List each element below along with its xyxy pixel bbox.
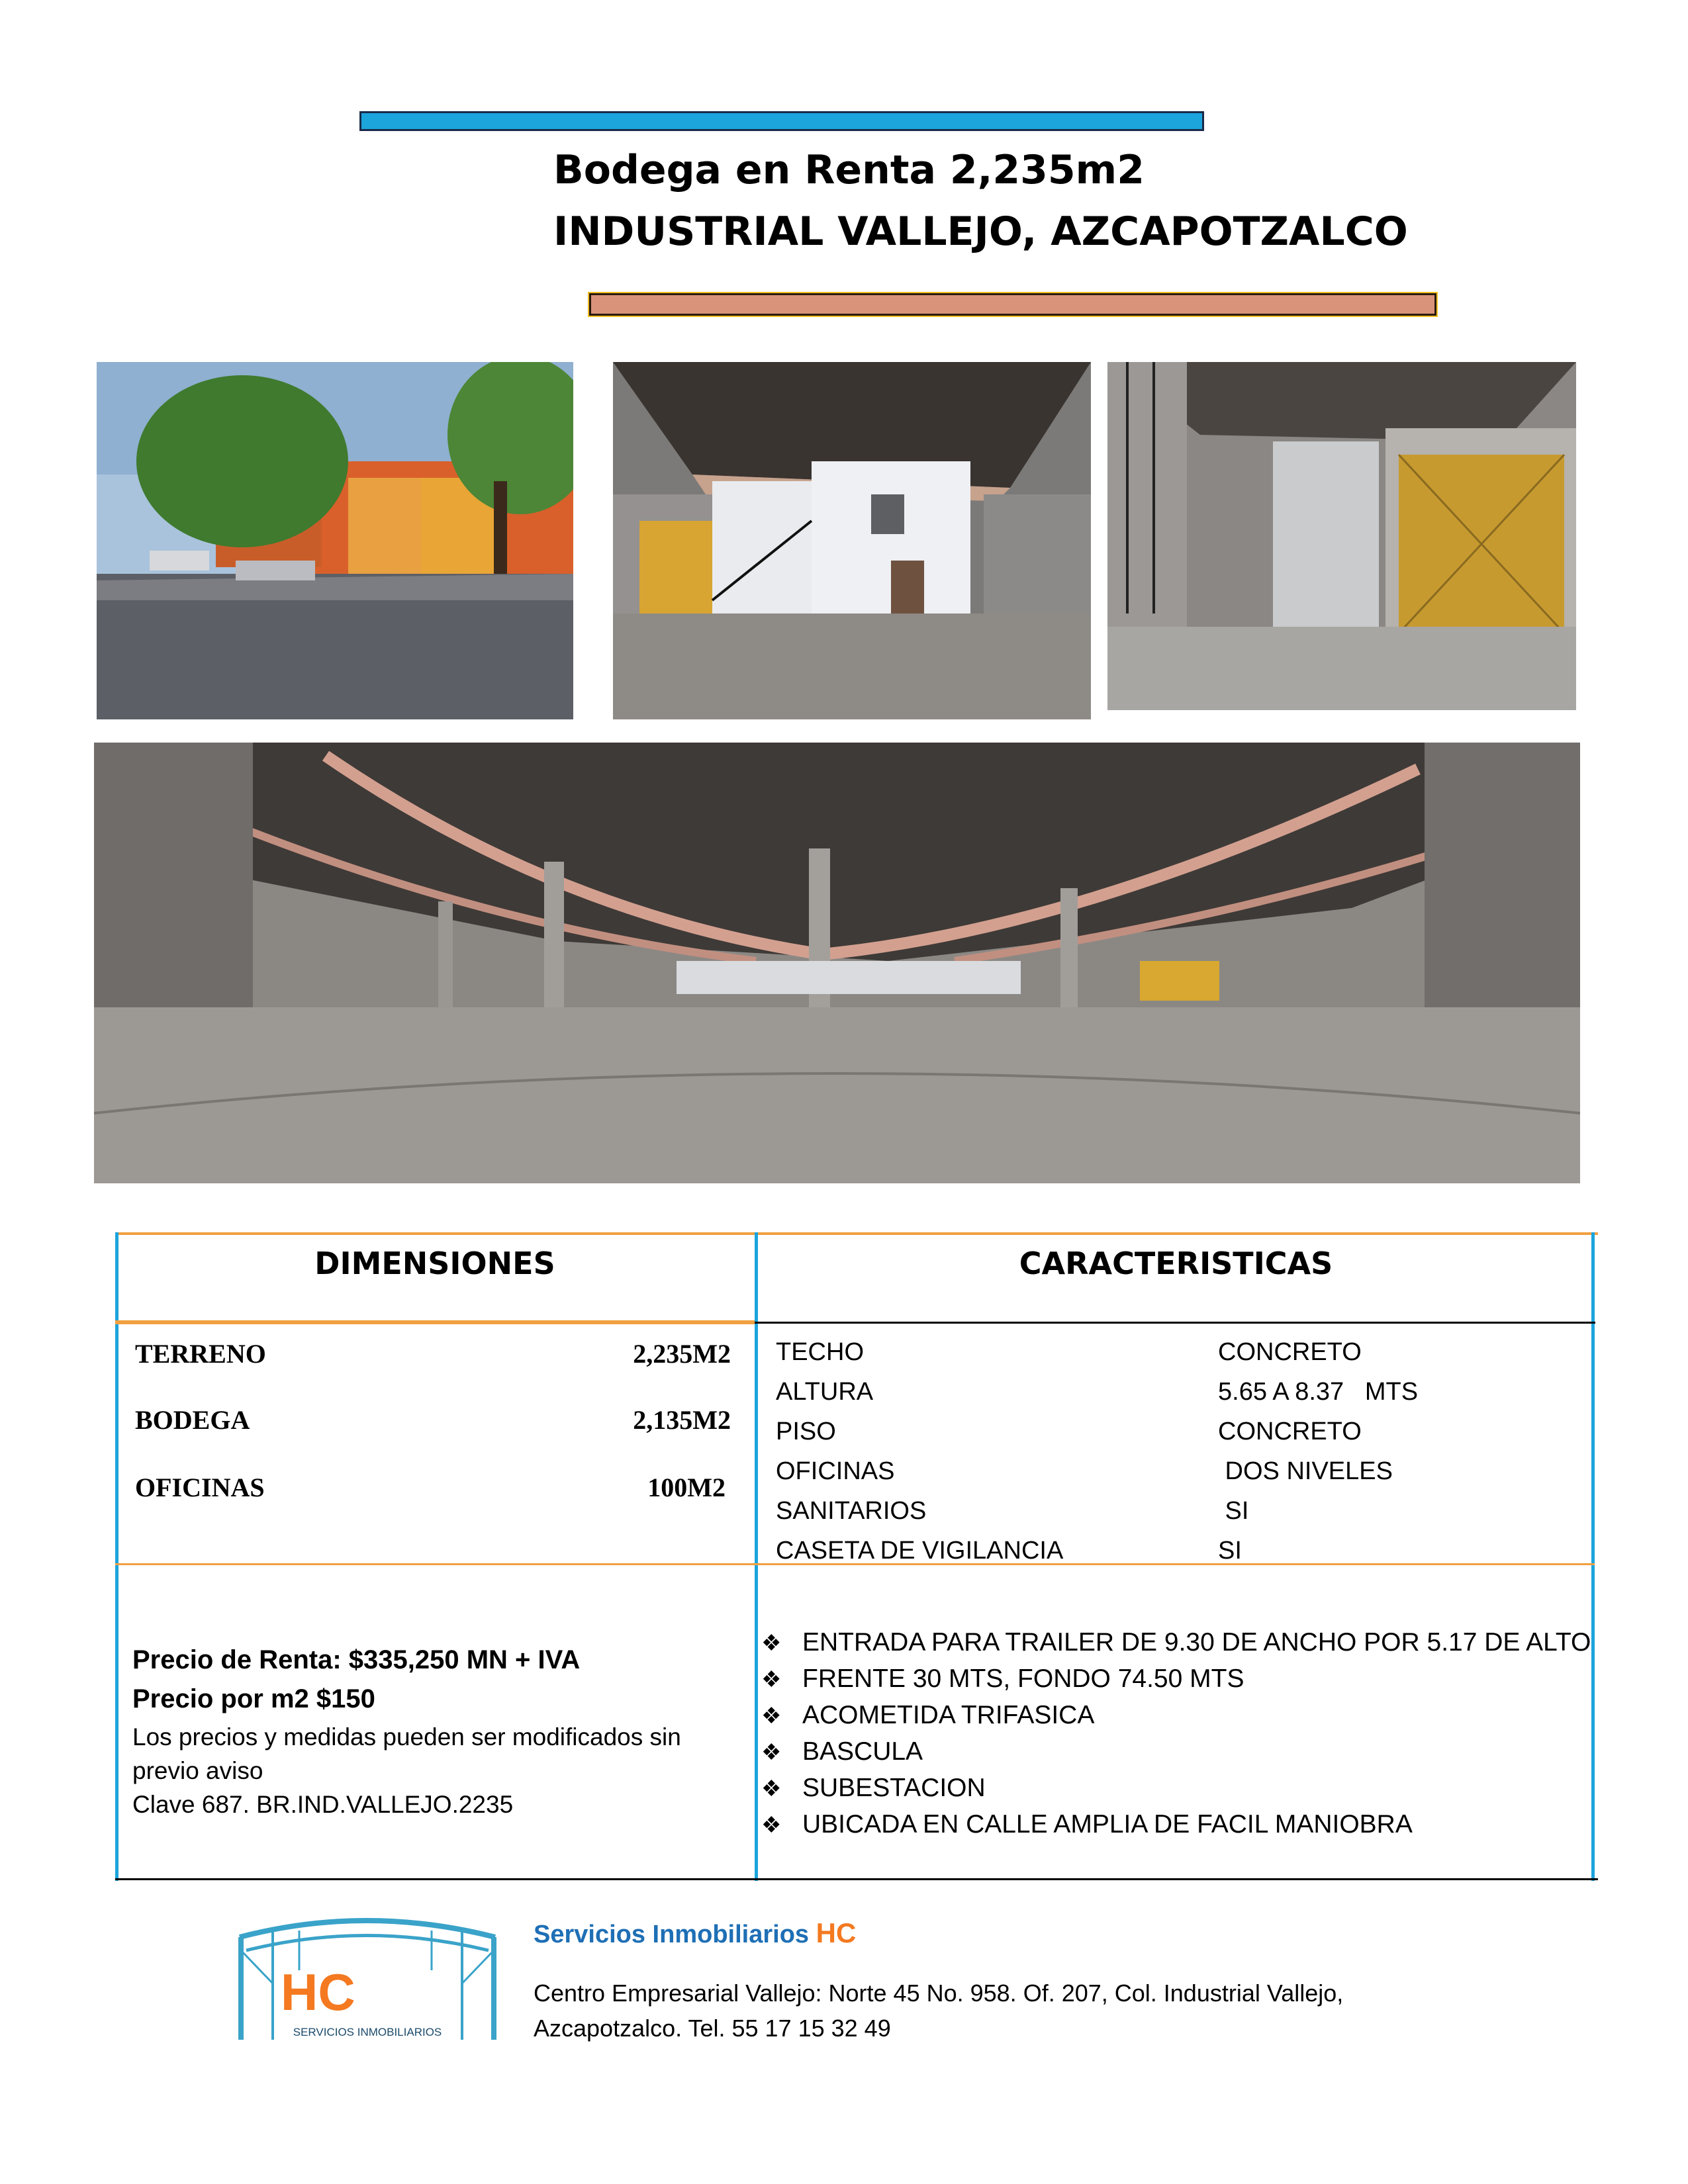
- bullet-item: ❖ ACOMETIDA TRIFASICA: [761, 1701, 1095, 1729]
- photo-interior-gate: [1107, 362, 1576, 710]
- property-key: Clave 687. BR.IND.VALLEJO.2235: [132, 1791, 514, 1818]
- address-line-2: Azcapotzalco. Tel. 55 17 15 32 49: [534, 2015, 891, 2042]
- photo-interior-offices: [613, 362, 1091, 719]
- dimension-row-bodega: [135, 1404, 731, 1435]
- dimension-label: OFICINAS: [135, 1473, 265, 1502]
- dimension-row-oficinas: [135, 1472, 726, 1503]
- feature-row-techo: [776, 1338, 1570, 1367]
- feature-row-piso: [776, 1418, 1570, 1446]
- feature-value: CONCRETO: [1218, 1338, 1362, 1366]
- logo-monogram: HC: [281, 1963, 355, 2021]
- firm-name: [534, 1917, 856, 1949]
- firm-name-suffix: HC: [816, 1917, 857, 1948]
- dimension-value: 2,135M2: [633, 1405, 731, 1435]
- photo-exterior: [97, 362, 573, 719]
- diamond-bullet-icon: ❖: [761, 1776, 782, 1801]
- company-logo: [233, 1911, 502, 2043]
- feature-label: TECHO: [776, 1338, 864, 1366]
- diamond-bullet-icon: ❖: [761, 1704, 782, 1729]
- feature-label: PISO: [776, 1418, 836, 1445]
- listing-location: INDUSTRIAL VALLEJO, AZCAPOTZALCO: [553, 208, 1408, 255]
- table-left-border: [115, 1232, 118, 1881]
- firm-name-text: Servicios Inmobiliarios: [534, 1921, 810, 1948]
- dimension-row-terreno: [135, 1338, 731, 1369]
- feature-value: CONCRETO: [1218, 1418, 1362, 1445]
- rent-price: Precio de Renta: $335,250 MN + IVA: [132, 1645, 581, 1674]
- feature-row-caseta: [776, 1537, 1570, 1565]
- feature-label: OFICINAS: [776, 1457, 895, 1485]
- logo-subtext: SERVICIOS INMOBILIARIOS: [293, 2026, 442, 2038]
- firm-address: [534, 1976, 1343, 2046]
- feature-row-altura: [776, 1378, 1570, 1406]
- disclaimer-line-2: previo aviso: [132, 1757, 263, 1784]
- features-bullet-list: [761, 1628, 1591, 1846]
- table-right-border: [1591, 1232, 1595, 1881]
- diamond-bullet-icon: ❖: [761, 1740, 782, 1765]
- diamond-bullet-icon: ❖: [761, 1667, 782, 1692]
- feature-row-sanitarios: [776, 1497, 1570, 1525]
- dimension-value: 2,235M2: [633, 1339, 731, 1369]
- feature-value: 5.65 A 8.37 MTS: [1218, 1378, 1419, 1406]
- table-middle-border: [755, 1232, 758, 1881]
- feature-value: SI: [1218, 1497, 1249, 1525]
- disclaimer-line-1: Los precios y medidas pueden ser modificados sin: [132, 1723, 681, 1751]
- feature-value: DOS NIVELES: [1218, 1457, 1393, 1485]
- header-copper-bar: [589, 293, 1436, 316]
- feature-value: SI: [1218, 1537, 1242, 1565]
- feature-label: SANITARIOS: [776, 1497, 927, 1525]
- bullet-item: ❖ ENTRADA PARA TRAILER DE 9.30 DE ANCHO POR 5.17 DE ALTO: [761, 1628, 1591, 1657]
- dimensions-header: DIMENSIONES: [314, 1246, 555, 1281]
- dimension-value: 100M2: [647, 1473, 726, 1502]
- diamond-bullet-icon: ❖: [761, 1813, 782, 1838]
- bullet-item: ❖ FRENTE 30 MTS, FONDO 74.50 MTS: [761, 1664, 1244, 1693]
- feature-row-oficinas: [776, 1457, 1570, 1486]
- feature-label: ALTURA: [776, 1378, 874, 1406]
- dimension-label: BODEGA: [135, 1405, 250, 1435]
- listing-title: Bodega en Renta 2,235m2: [553, 147, 1145, 193]
- photo-panoramic-interior: [94, 743, 1580, 1183]
- bullet-item: ❖ UBICADA EN CALLE AMPLIA DE FACIL MANIOBRA: [761, 1810, 1413, 1839]
- diamond-bullet-icon: ❖: [761, 1631, 782, 1656]
- header-divider-left: [115, 1320, 755, 1324]
- header-blue-bar: [359, 111, 1204, 131]
- dimension-label: TERRENO: [135, 1339, 266, 1369]
- table-top-border: [115, 1232, 1598, 1235]
- table-bottom-border: [115, 1878, 1598, 1880]
- header-divider-right: [755, 1322, 1595, 1324]
- feature-label: CASETA DE VIGILANCIA: [776, 1537, 1064, 1565]
- bullet-item: ❖ SUBESTACION: [761, 1774, 986, 1802]
- bullet-item: ❖ BASCULA: [761, 1737, 923, 1766]
- property-details-table: [115, 1232, 1598, 1881]
- price-per-m2: Precio por m2 $150: [132, 1684, 375, 1713]
- address-line-1: Centro Empresarial Vallejo: Norte 45 No. 958. Of. 207, Col. Industrial Vallejo,: [534, 1979, 1344, 2007]
- features-header: CARACTERISTICAS: [1019, 1246, 1333, 1281]
